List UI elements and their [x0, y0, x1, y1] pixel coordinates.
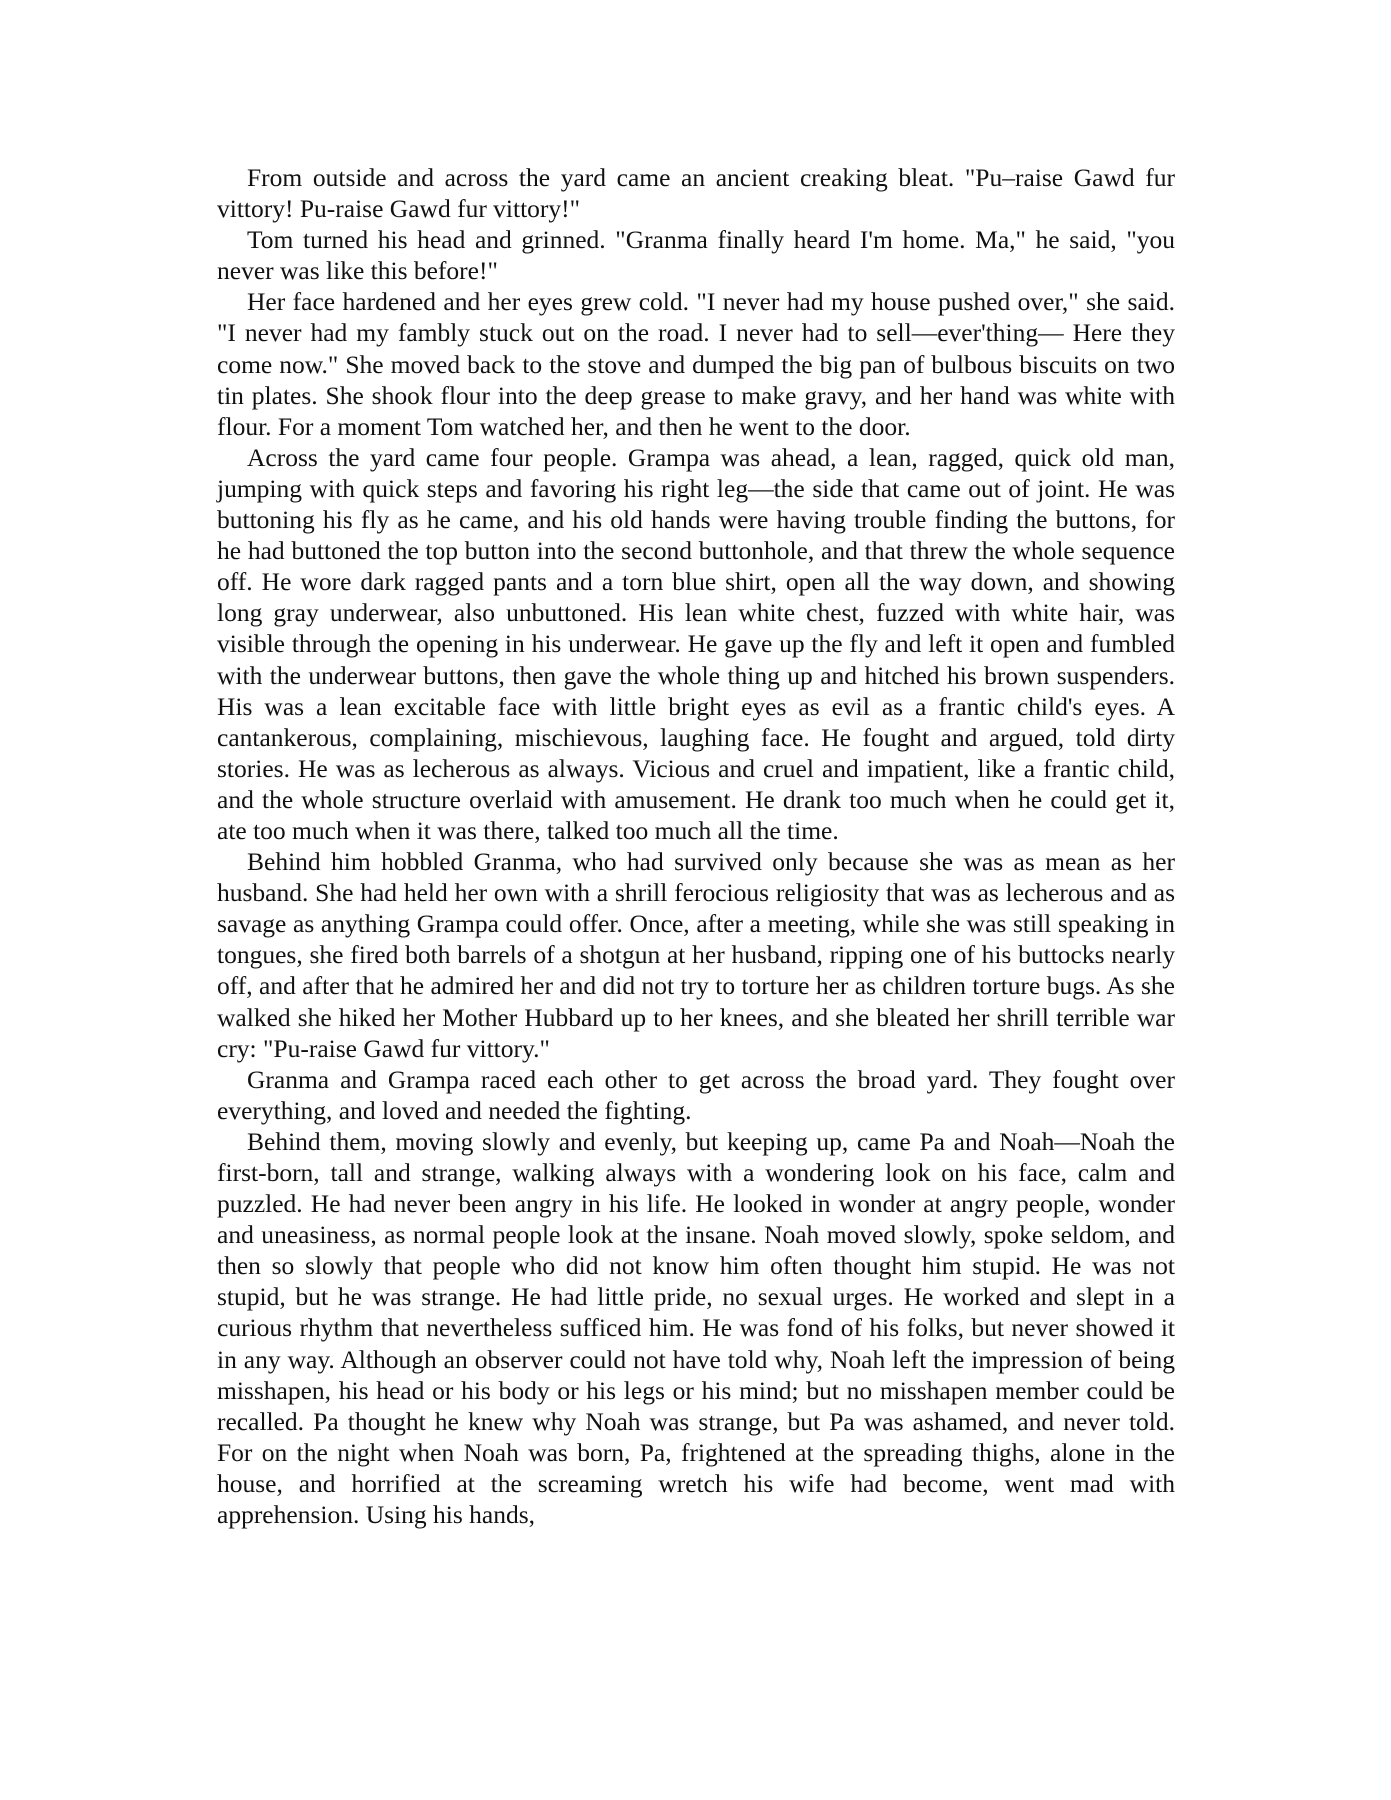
paragraph: Behind him hobbled Granma, who had survived only because she was as mean as her husband. She had held her own with a shrill ferocious religiosity that was as lecherous and as savage as anything Grampa could offer. Once, after a meeting, while she was still speaking in tongues, she fired both barrels of a shotgun at her husband, ripping one of his buttocks nearly off, and after that he admired her and did not try to torture her as children torture bugs. As she walked she hiked her Mother Hubbard up to her knees, and she bleated her shrill terrible war cry: "Pu-raise Gawd fur vittory."	[217, 847, 1175, 1063]
paragraph: Tom turned his head and grinned. "Granma finally heard I'm home. Ma," he said, "you never was like this before!"	[217, 225, 1175, 286]
paragraph: Her face hardened and her eyes grew cold. "I never had my house pushed over," she said. "I never had my fambly stuck out on the road. I never had to sell—ever'thing— Here they come now." She moved back to the stove and dumped the big pan of bulbous biscuits on two tin plates. She shook flour into the deep grease to make gravy, and her hand was white with flour. For a moment Tom watched her, and then he went to the door.	[217, 287, 1175, 441]
paragraph: Behind them, moving slowly and evenly, but keeping up, came Pa and Noah—Noah the first-born, tall and strange, walking always with a wondering look on his face, calm and puzzled. He had never been angry in his life. He looked in wonder at angry people, wonder and uneasiness, as normal people look at the insane. Noah moved slowly, spoke seldom, and then so slowly that people who did not know him often thought him stupid. He was not stupid, but he was strange. He had little pride, no sexual urges. He worked and slept in a curious rhythm that nevertheless sufficed him. He was fond of his folks, but never showed it in any way. Although an observer could not have told why, Noah left the impression of being misshapen, his head or his body or his legs or his mind; but no misshapen member could be recalled. Pa thought he knew why Noah was strange, but Pa was ashamed, and never told. For on the night when Noah was born, Pa, frightened at the spreading thighs, alone in the house, and horrified at the screaming wretch his wife had become, went mad with apprehension. Using his hands,	[217, 1126, 1175, 1530]
body-text	[217, 162, 1175, 1530]
paragraph: Across the yard came four people. Grampa was ahead, a lean, ragged, quick old man, jumping with quick steps and favoring his right leg—the side that came out of joint. He was buttoning his fly as he came, and his old hands were having trouble finding the buttons, for he had buttoned the top button into the second buttonhole, and that threw the whole sequence off. He wore dark ragged pants and a torn blue shirt, open all the way down, and showing long gray underwear, also unbuttoned. His lean white chest, fuzzed with white hair, was visible through the opening in his underwear. He gave up the fly and left it open and fumbled with the underwear buttons, then gave the whole thing up and hitched his brown suspenders. His was a lean excitable face with little bright eyes as evil as a frantic child's eyes. A cantankerous, complaining, mischievous, laughing face. He fought and argued, told dirty stories. He was as lecherous as always. Vicious and cruel and impatient, like a frantic child, and the whole structure overlaid with amusement. He drank too much when he could get it, ate too much when it was there, talked too much all the time.	[217, 442, 1175, 845]
paragraph: From outside and across the yard came an ancient creaking bleat. "Pu–raise Gawd fur vittory! Pu-raise Gawd fur vittory!"	[217, 163, 1175, 224]
paragraph: Granma and Grampa raced each other to get across the broad yard. They fought over everything, and loved and needed the fighting.	[217, 1064, 1175, 1125]
